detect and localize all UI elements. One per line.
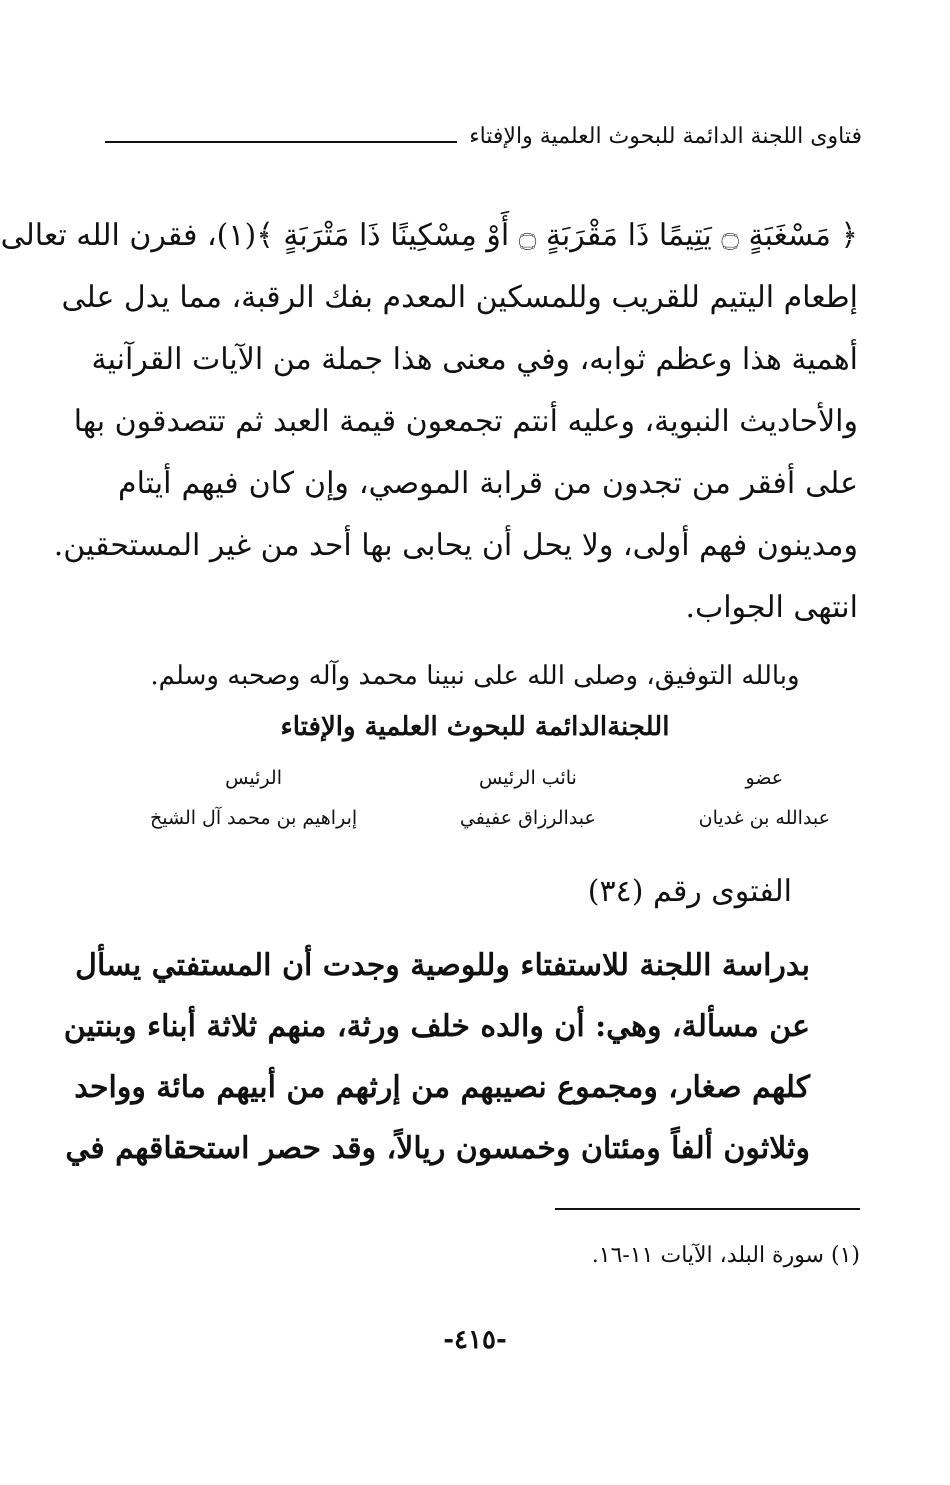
header-rule	[105, 141, 457, 143]
signature-president	[150, 760, 357, 840]
answer-line-6: ومدينون فهم أولى، ولا يحل أن يحابى بها أحد من غير المستحقين.	[53, 528, 858, 563]
answer-line-7: انتهى الجواب.	[685, 590, 858, 625]
closing-line: وبالله التوفيق، وصلى الله على نبينا محمد وآله وصحبه وسلم.	[150, 661, 800, 691]
running-header	[105, 116, 862, 156]
question-line-4: وثلاثون ألفاً ومئتان وخمسون ريالاً، وقد حصر استحقاقهم في	[65, 1131, 810, 1166]
answer-line-5: على أفقر من تجدون من قرابة الموصي، وإن كان فيهم أيتام	[118, 466, 858, 501]
footnote-rule	[555, 1208, 860, 1210]
question-line-3: كلهم صغار، ومجموع نصيبهم من إرثهم من أبيهم مائة وواحد	[74, 1070, 810, 1105]
signature-vice-president	[460, 760, 596, 840]
question-line-1: بدراسة اللجنة للاستفتاء وللوصية وجدت أن المستفتي يسأل	[75, 948, 810, 983]
answer-line-1	[0, 205, 858, 267]
page-number: -٤١٥-	[443, 1325, 507, 1355]
answer-line-2: إطعام اليتيم للقريب وللمسكين المعدم بفك الرقبة، مما يدل على	[61, 280, 858, 315]
question-text	[63, 935, 810, 1179]
signature-name: عبدالله بن غديان	[698, 807, 830, 829]
fatwa-number: الفتوى رقم (٣٤)	[587, 874, 792, 909]
quran-verse: ﴿ مَسْغَبَةٍ ۝ يَتِيمًا ذَا مَقْرَبَةٍ ۝ أَوْ مِسْكِينًا ذَا مَتْرَبَةٍ ﴾(١)	[216, 218, 858, 253]
signature-role: نائب الرئيس	[478, 767, 577, 789]
signature-name: إبراهيم بن محمد آل الشيخ	[150, 807, 358, 829]
answer-line-3: أهمية هذا وعظم ثوابه، وفي معنى هذا جملة من الآيات القرآنية	[91, 342, 858, 377]
signature-member	[699, 760, 830, 840]
question-line-2: عن مسألة، وهي: أن والده خلف ورثة، منهم ثلاثة أبناء وبنتين	[63, 1009, 810, 1044]
signature-role: الرئيس	[225, 767, 282, 789]
answer-line-4: والأحاديث النبوية، وعليه أنتم تجمعون قيمة العبد ثم تتصدقون بها	[73, 404, 858, 439]
answer-text	[0, 205, 858, 639]
header-title: فتاوى اللجنة الدائمة للبحوث العلمية والإفتاء	[469, 123, 862, 149]
committee-name: اللجنةالدائمة للبحوث العلمية والإفتاء	[280, 712, 670, 742]
signatures	[150, 760, 830, 840]
answer-line-1-text: ، فقرن الله تعالى	[0, 218, 217, 253]
footnote: (١) سورة البلد، الآيات ١١-١٦.	[591, 1243, 860, 1268]
signature-role: عضو	[745, 767, 784, 789]
signature-name: عبدالرزاق عفيفي	[459, 807, 596, 829]
